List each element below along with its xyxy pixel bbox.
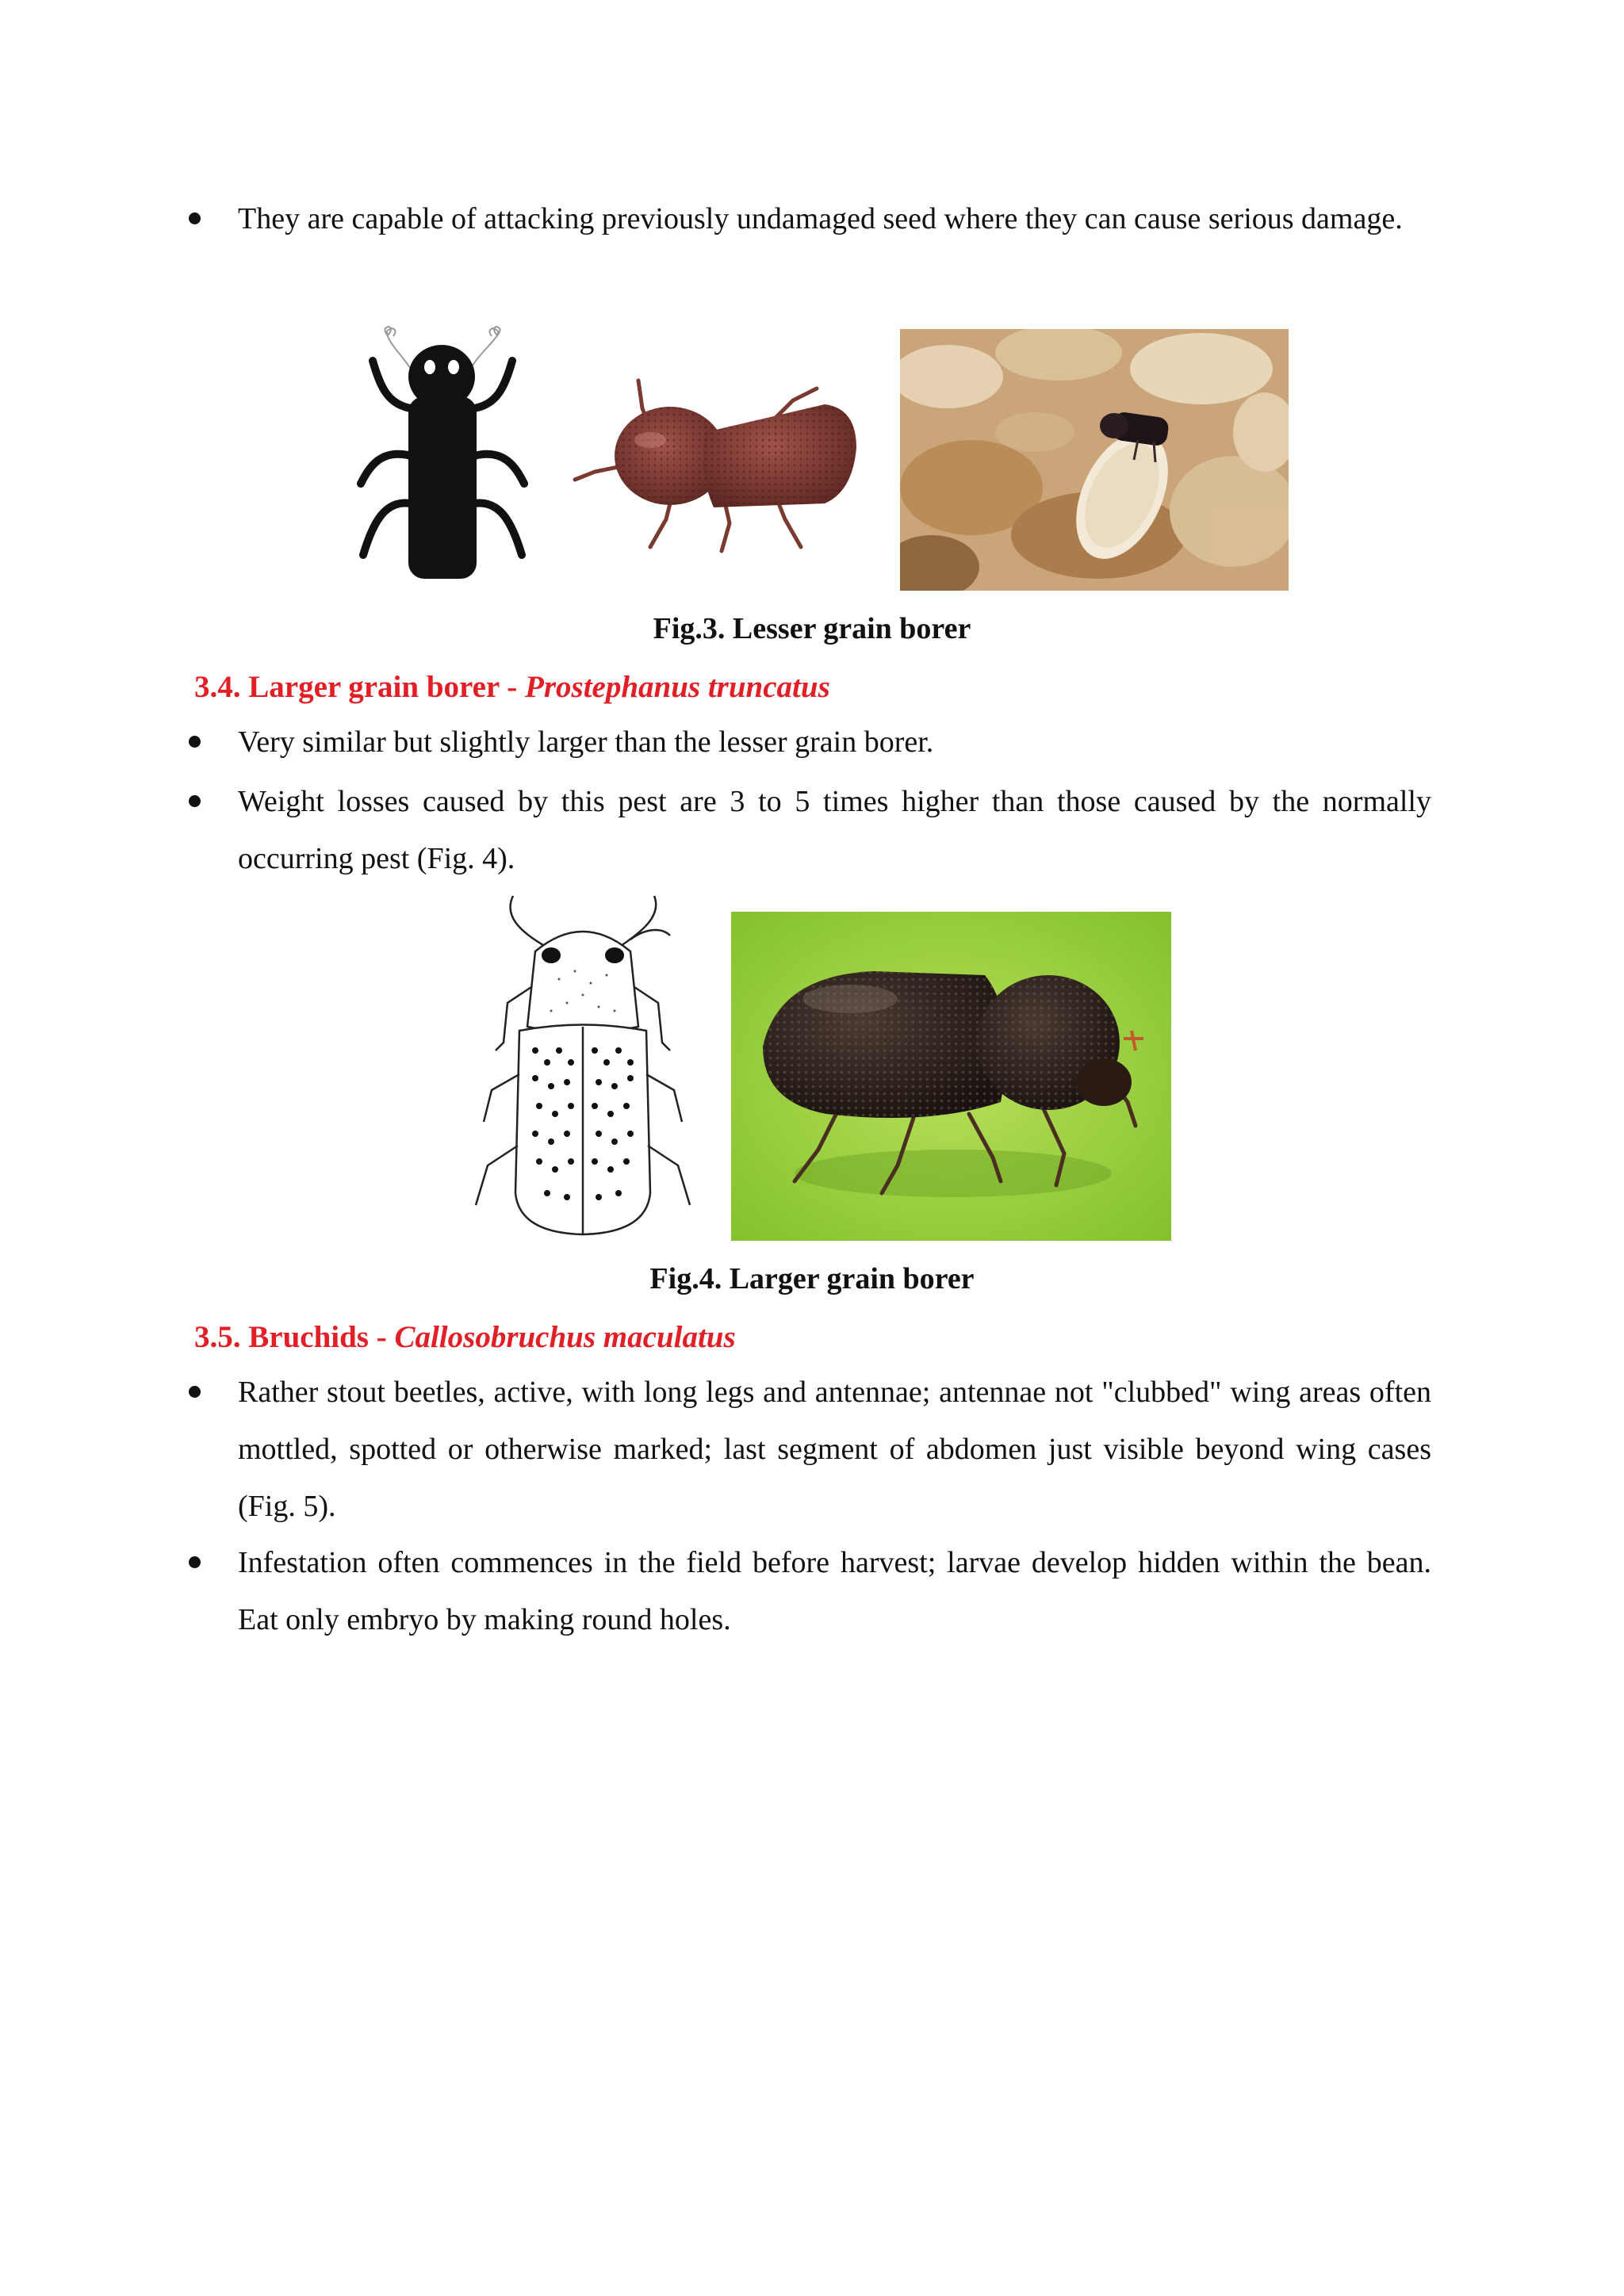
bullet-icon xyxy=(189,1556,201,1568)
bullet-item xyxy=(238,1534,1431,1648)
bullet-item xyxy=(238,190,1431,247)
section-title: 3.4. Larger grain borer - xyxy=(194,670,526,704)
figure-caption: Fig.4. Larger grain borer xyxy=(649,1262,975,1295)
beetle-line-drawing xyxy=(472,892,694,1241)
bullet-text: Very similar but slightly larger than the lesser grain borer. xyxy=(238,725,934,759)
bullet-item xyxy=(238,1364,1431,1535)
section-heading xyxy=(194,1318,736,1357)
bullet-text: Weight losses caused by this pest are 3 to 5 times higher than those caused by the normally occurring pest (Fig. 4). xyxy=(238,785,1431,875)
bullet-icon xyxy=(189,212,201,224)
figure-caption: Fig.3. Lesser grain borer xyxy=(653,612,971,645)
bullet-icon xyxy=(189,795,201,807)
bullet-item xyxy=(238,714,1431,771)
section-heading xyxy=(194,668,830,707)
bullet-text: They are capable of attacking previously undamaged seed where they can cause serious damage. xyxy=(238,202,1403,235)
section-species: Prostephanus truncatus xyxy=(525,670,830,704)
beetle-silhouette-icon xyxy=(349,317,547,587)
beetle-photo xyxy=(563,361,864,583)
section-title: 3.5. Bruchids - xyxy=(194,1320,395,1354)
bullet-icon xyxy=(189,736,201,748)
bullet-item xyxy=(238,773,1431,887)
beetle-on-leaf-photo xyxy=(731,912,1171,1241)
bullet-text: Rather stout beetles, active, with long legs and antennae; antennae not "clubbed" wing areas often mottled, spotted or otherwise marked; last segment of abdomen just visible beyond wing cases (Fig. 5). xyxy=(238,1376,1431,1523)
beetle-on-grain-photo xyxy=(900,329,1289,591)
section-species: Callosobruchus maculatus xyxy=(394,1320,736,1354)
bullet-icon xyxy=(189,1386,201,1398)
bullet-text: Infestation often commences in the field before harvest; larvae develop hidden within the bean. Eat only embryo by making round holes. xyxy=(238,1546,1431,1636)
